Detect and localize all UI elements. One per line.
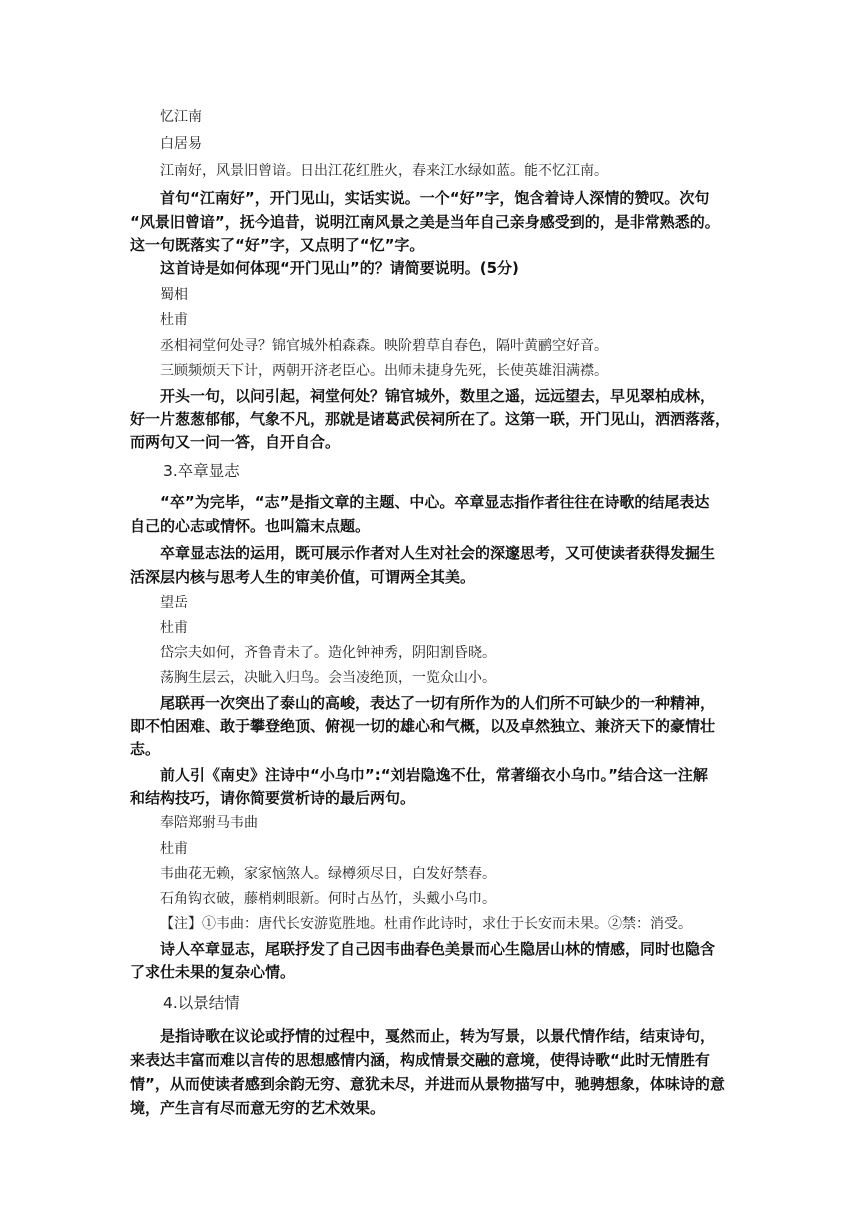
poem-title: 奉陪郑驸马韦曲 <box>160 815 258 831</box>
poem-line: 丞相祠堂何处寻？锦官城外柏森森。映阶碧草自春色，隔叶黄鹂空好音。 <box>160 338 608 354</box>
paragraph-line: 自己的心志或情怀。也叫篇末点题。 <box>130 517 371 535</box>
analysis-line: 志。 <box>130 740 161 758</box>
paragraph-line: 活深层内核与思考人生的审美价值，可谓两全其美。 <box>130 568 476 586</box>
analysis-line: “风景旧曾谙”，抚今追昔，说明江南风景之美是当年自己亲身感受到的，是非常熟悉的。 <box>130 213 720 231</box>
analysis-line: 好一片葱葱郁郁，气象不凡，那就是诸葛武侯祠所在了。这第一联，开门见山，洒洒落落， <box>130 410 731 428</box>
analysis-line: 诗人卒章显志，尾联抒发了自己因韦曲春色美景而心生隐居山林的情感，同时也隐含 <box>160 940 716 958</box>
analysis-line: 了求仕未果的复杂心情。 <box>130 963 296 981</box>
analysis-line: 尾联再一次突出了泰山的高峻，表达了一切有所作为的人们所不可缺少的一种精神， <box>160 694 716 712</box>
paragraph-line: 情”，从而使读者感到余韵无穷、意犹未尽，并进而从景物描写中，驰骋想象，体味诗的意 <box>130 1075 725 1093</box>
poem-line: 岱宗夫如何，齐鲁青未了。造化钟神秀，阴阳割昏晓。 <box>160 645 496 661</box>
analysis-line: 开头一句，以问引起，祠堂何处？锦官城外，数里之遥，远远望去，早见翠柏成林， <box>160 387 716 405</box>
poem-line: 石角钩衣破，藤梢刺眼新。何时占丛竹，头戴小乌巾。 <box>160 891 496 907</box>
section-heading: 3.卒章显志 <box>163 462 240 480</box>
question-text: 和结构技巧，请你简要赏析诗的最后两句。 <box>130 789 416 807</box>
paragraph-line: 境，产生言有尽而意无穷的艺术效果。 <box>130 1099 386 1117</box>
paragraph-line: 是指诗歌在议论或抒情的过程中，戛然而止，转为写景，以景代情作结，结束诗句， <box>160 1027 716 1045</box>
question-text: 这首诗是如何体现“开门见山”的？请简要说明。(5分) <box>160 259 519 277</box>
analysis-line: 首句“江南好”，开门见山，实话实说。一个“好”字，饱含着诗人深情的赞叹。次句 <box>160 189 710 207</box>
poem-line: 荡胸生层云，决眦入归鸟。会当凌绝顶，一览众山小。 <box>160 670 496 686</box>
poem-line: 韦曲花无赖，家家恼煞人。绿樽须尽日，白发好禁春。 <box>160 866 496 882</box>
poem-text: 江南好，风景旧曾谙。日出江花红胜火，春来江水绿如蓝。能不忆江南。 <box>160 163 608 179</box>
analysis-line: 即不怕困难、敢于攀登绝顶、俯视一切的雄心和气概，以及卓然独立、兼济天下的豪情壮 <box>130 717 716 735</box>
poem-author: 杜甫 <box>160 312 188 328</box>
poem-line: 三顾频烦天下计，两朝开济老臣心。出师未捷身先死，长使英雄泪满襟。 <box>160 363 608 379</box>
poem-author: 白居易 <box>160 136 202 152</box>
paragraph-line: 来表达丰富而难以言传的思想感情内涵，构成情景交融的意境，使得诗歌“此时无情胜有 <box>130 1051 710 1069</box>
poem-title: 忆江南 <box>160 109 202 125</box>
question-text: 前人引《南史》注诗中“小乌巾”:“刘岩隐逸不仕，常著缁衣小乌巾。”结合这一注解 <box>160 766 708 784</box>
paragraph-line: “卒”为完毕，“志”是指文章的主题、中心。卒章显志指作者往往在诗歌的结尾表达 <box>160 493 710 511</box>
section-heading: 4.以景结情 <box>163 994 240 1012</box>
analysis-line: 这一句既落实了“好”字，又点明了“忆”字。 <box>130 236 425 254</box>
poem-author: 杜甫 <box>160 841 188 857</box>
poem-title: 蜀相 <box>160 287 188 303</box>
paragraph-line: 卒章显志法的运用，既可展示作者对人生对社会的深邃思考，又可使读者获得发掘生 <box>160 544 716 562</box>
poem-author: 杜甫 <box>160 620 188 636</box>
analysis-line: 而两句又一问一答，自开自合。 <box>130 433 341 451</box>
poem-note: 【注】①韦曲：唐代长安游览胜地。杜甫作此诗时，求仕于长安而未果。②禁：消受。 <box>160 916 692 932</box>
poem-title: 望岳 <box>160 595 188 611</box>
